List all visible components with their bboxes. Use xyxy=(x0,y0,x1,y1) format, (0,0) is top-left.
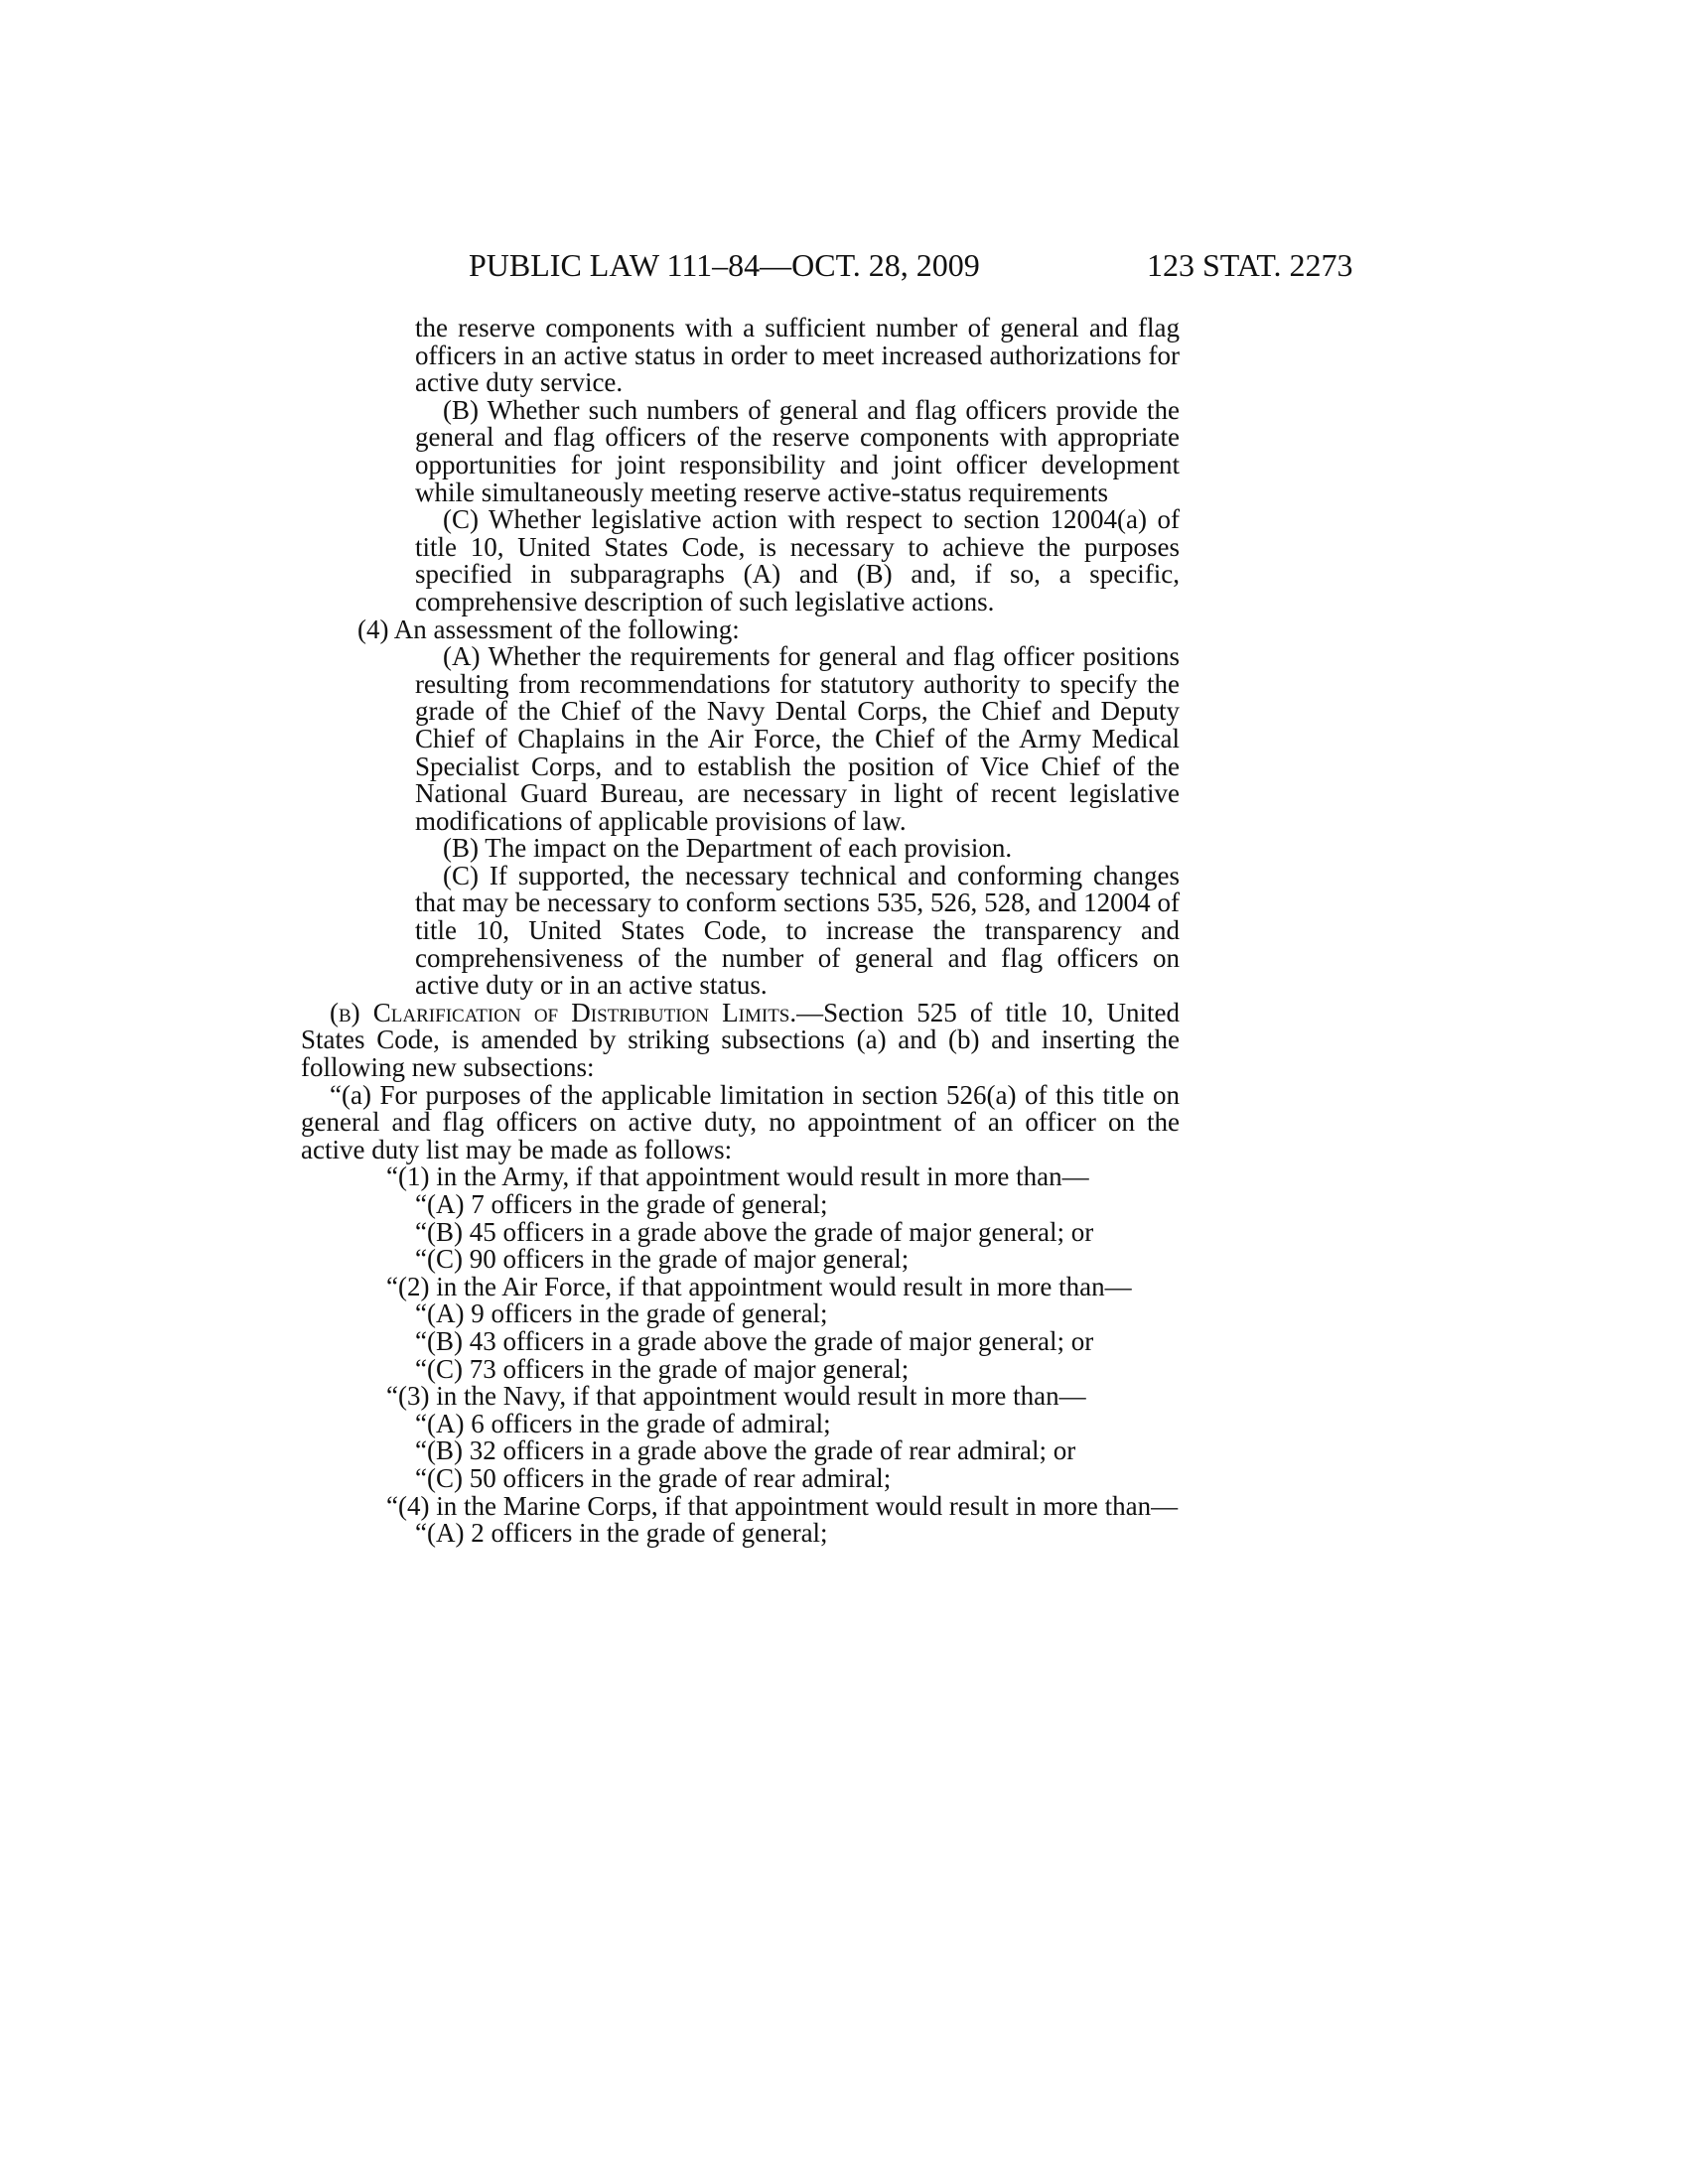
subsection-b-text: —Section 525 of title 10, United States Code, is amended by striking subsections (a) and (b) and inserting the following new subsections: xyxy=(301,997,1181,1083)
quoted-subparagraph-1B: “(B) 45 officers in a grade above the grade of major general; or xyxy=(415,1216,1094,1247)
subsection-b-heading: (b) Clarification of Distribution Limits. xyxy=(330,997,797,1027)
quoted-subparagraph-3B: “(B) 32 officers in a grade above the grade of rear admiral; or xyxy=(415,1435,1076,1466)
quoted-subparagraph-3C: “(C) 50 officers in the grade of rear admiral; xyxy=(415,1462,892,1493)
statute-body xyxy=(301,315,1180,1548)
subsection-b xyxy=(301,997,1181,1083)
quoted-subparagraph-1C: “(C) 90 officers in the grade of major general; xyxy=(415,1244,910,1275)
paragraph-continuation: the reserve components with a sufficient number of general and flag officers in an active status in order to meet increased authorizations for active duty service. xyxy=(415,313,1180,398)
running-header-title: PUBLIC LAW 111–84—OCT. 28, 2009 xyxy=(469,247,980,283)
quoted-paragraph-3: “(3) in the Navy, if that appointment would result in more than— xyxy=(386,1381,1086,1412)
quoted-paragraph-4: “(4) in the Marine Corps, if that appointment would result in more than— xyxy=(386,1490,1179,1521)
quoted-subparagraph-4A: “(A) 2 officers in the grade of general; xyxy=(415,1518,828,1549)
quoted-subsection-a: “(a) For purposes of the applicable limitation in section 526(a) of this title on general and flag officers on active duty, no appointment of an officer on the active duty list may be made as follows: xyxy=(301,1079,1180,1164)
subparagraph-4C: (C) If supported, the necessary technical and conforming changes that may be necessary to conform sections 535, 526, 528, and 12004 of title 10, United States Code, to increase the transparency and comprehensiveness of the number of general and flag officers on active duty or in an active status. xyxy=(415,860,1180,1001)
quoted-subparagraph-1A: “(A) 7 officers in the grade of general; xyxy=(415,1189,828,1219)
quoted-subparagraph-2B: “(B) 43 officers in a grade above the grade of major general; or xyxy=(415,1325,1094,1356)
quoted-subparagraph-2C: “(C) 73 officers in the grade of major general; xyxy=(415,1353,910,1384)
subparagraph-3C: (C) Whether legislative action with respect to section 12004(a) of title 10, United States Code, is necessary to achieve the purposes specified in subparagraphs (A) and (B) and, if so, a specific, comprehensive description of such legislative actions. xyxy=(415,504,1180,616)
subparagraph-3B: (B) Whether such numbers of general and flag officers provide the general and flag officers of the reserve components with appropriate opportunities for joint responsibility and joint officer development while simultaneously meeting reserve active-status requirements xyxy=(415,394,1180,507)
paragraph-4: (4) An assessment of the following: xyxy=(357,614,740,644)
quoted-subparagraph-2A: “(A) 9 officers in the grade of general; xyxy=(415,1298,828,1329)
running-header-page-number: 123 STAT. 2273 xyxy=(1147,247,1353,283)
subparagraph-4B: (B) The impact on the Department of each provision. xyxy=(443,833,1013,864)
quoted-subparagraph-3A: “(A) 6 officers in the grade of admiral; xyxy=(415,1408,831,1438)
quoted-paragraph-1: “(1) in the Army, if that appointment would result in more than— xyxy=(386,1161,1089,1192)
quoted-paragraph-2: “(2) in the Air Force, if that appointment would result in more than— xyxy=(386,1271,1132,1301)
subparagraph-4A: (A) Whether the requirements for general and flag officer positions resulting from recommendations for statutory authority to specify the grade of the Chief of the Navy Dental Corps, the Chief and Deputy Chief of Chaplains in the Air Force, the Chief of the Army Medical Specialist Corps, and to establish the position of Vice Chief of the National Guard Bureau, are necessary in light of recent legislative modifications of applicable provisions of law. xyxy=(415,641,1180,836)
